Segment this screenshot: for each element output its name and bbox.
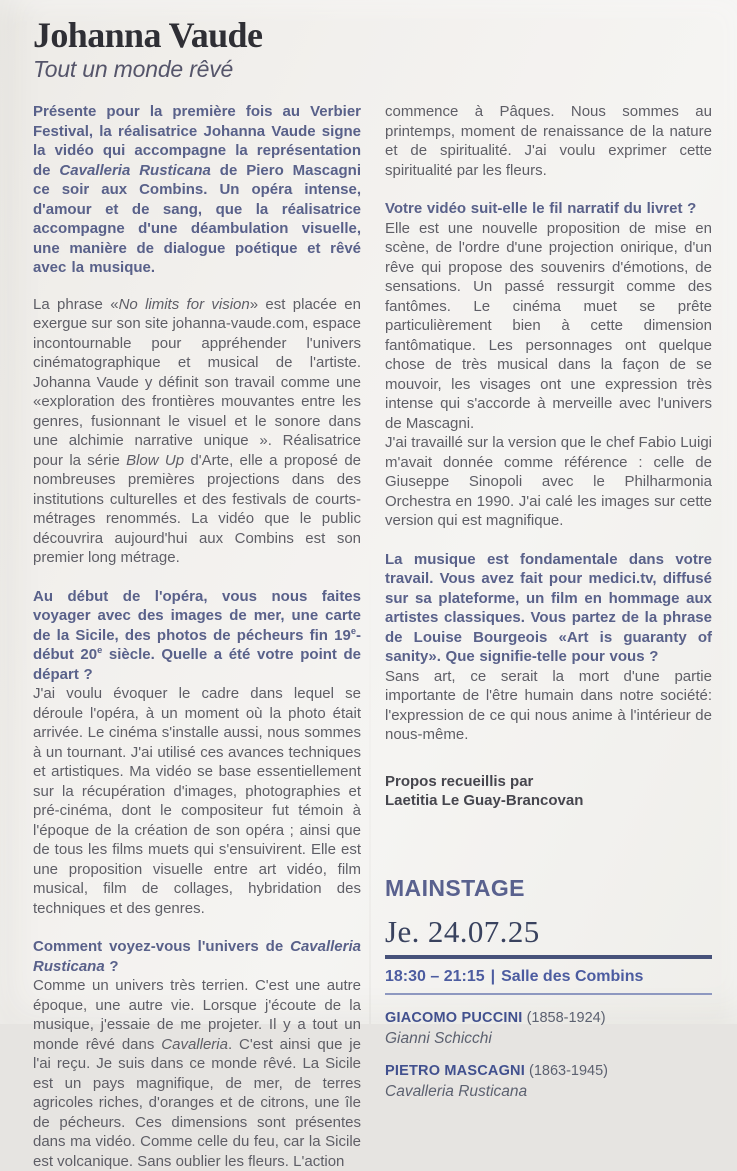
program-item xyxy=(385,1062,712,1101)
right-column xyxy=(385,102,712,1171)
event-venue: Salle des Combins xyxy=(501,967,644,985)
question-paragraph: Votre vidéo suit-elle le fil narratif du livret ? xyxy=(385,200,697,217)
credit-paragraph: Propos recueillis par Laetitia Le Guay-Brancovan xyxy=(385,772,584,809)
lead-paragraph: Présente pour la première fois au Verbier Festival, la réalisatrice Johanna Vaude signe la vidéo qui accompagne la représentation de Cavalleria Rusticana de Piero Mascagni ce soir aux Combins. Un opéra intense, d'amour et de sang, que la réalisatrice accompagne d'une déambulation visuelle, une manière de dialogue poétique et rêvé avec la musique. xyxy=(33,103,361,276)
body-cont-paragraph: J'ai travaillé sur la version que le chef Fabio Luigi m'avait donnée comme référence : celle de Giuseppe Sinopoli avec le Philharmonia Orchestra en 1990. J'ai calé les images sur cette version qui est magnifique. xyxy=(385,434,712,529)
page-subtitle: Tout un monde rêvé xyxy=(33,56,234,82)
body-paragraph: La phrase «No limits for vision» est placée en exergue sur son site johanna-vaude.com, espace incontournable pour appréhender l'univers cinématographique et musical de l'artiste. Johanna Vaude y définit son travail comme une «exploration des frontières mouvantes entre les genres, fusionnant le visuel et le sonore dans une alchimie narrative unique ». Réalisatrice pour la série Blow Up d'Arte, elle a proposé de nombreuses premières projections dans des institutions culturelles et des festivals de courts-métrages renommés. La vidéo que le public découvrira aujourd'hui aux Combins est son premier long métrage. xyxy=(33,295,361,566)
composer-name: PIETRO MASCAGNI xyxy=(385,1062,525,1079)
page-title: Johanna Vaude xyxy=(33,15,263,55)
body-paragraph: Sans art, ce serait la mort d'une partie importante de l'être humain dans notre société: l'expression de ce qui nous anime à l'intérieur de nous-même. xyxy=(385,667,712,743)
event-block xyxy=(385,875,712,1101)
composer-name: GIACOMO PUCCINI xyxy=(385,1009,523,1026)
body-paragraph: J'ai voulu évoquer le cadre dans lequel se déroule l'opéra, à un moment où la photo était arrivée. Le cinéma s'installe aussi, nous sommes à un tournant. J'ai utilisé ces avances techniques et artistiques. Ma vidéo se base essentiellement sur la récupération d'images, photographies et pré-cinéma, dont le compositeur fut témoin à l'époque de la création de son opéra ; ainsi que de tous les films muets qui s'ensuivirent. Elle est une proposition visuelle entre art vidéo, film musical, film de collages, hybridation des techniques et des genres. xyxy=(33,685,361,917)
article-header xyxy=(33,16,712,83)
body-paragraph: commence à Pâques. Nous sommes au printemps, moment de renaissance de la nature et de spiritualité. J'ai voulu exprimer cette spiritualité par les fleurs. xyxy=(385,103,712,179)
body-paragraph: Elle est une nouvelle proposition de mise en scène, de l'ordre d'une projection onirique, d'un rêve qui propose des souvenirs d'émotions, de sensations. Un passé ressurgit comme des fantômes. Le cinéma muet se prête particulièrement bien à cette dimension fantômatique. Les personnages ont quelque chose de très musical dans la façon de se mouvoir, les visages ont une expression très intense qui s'accorde à merveille avec l'univers de Mascagni. xyxy=(385,219,712,432)
event-time-venue xyxy=(385,968,712,995)
question-paragraph: La musique est fondamentale dans votre travail. Vous avez fait pour medici.tv, diffusé sur sa plateforme, un film en hommage aux artistes classiques. Vous partez de la phrase de Louise Bourgeois «Art is guaranty of sanity». Que signifie-telle pour vous ? xyxy=(385,550,712,665)
composer-dates: (1858-1924) xyxy=(526,1009,606,1026)
stage-label: MAINSTAGE xyxy=(385,874,525,901)
program-item xyxy=(385,1009,712,1048)
work-title: Gianni Schicchi xyxy=(385,1029,492,1047)
article-columns xyxy=(33,102,712,1171)
work-title: Cavalleria Rusticana xyxy=(385,1082,528,1100)
question-paragraph: Au début de l'opéra, vous nous faites voyager avec des images de mer, une carte de la Sicile, des photos de pécheurs fin 19e- début 20e siècle. Quelle a été votre point de départ ? xyxy=(33,587,361,683)
event-date: Je. 24.07.25 xyxy=(385,914,712,959)
left-column xyxy=(33,102,361,1171)
question-paragraph: Comment voyez-vous l'univers de Cavalleria Rusticana ? xyxy=(33,938,361,975)
time-venue-separator: | xyxy=(490,967,496,985)
composer-dates: (1863-1945) xyxy=(528,1062,608,1079)
right-column-text xyxy=(385,102,712,811)
composer-line xyxy=(385,1062,712,1080)
body-paragraph: Comme un univers très terrien. C'est une autre époque, une autre vie. Lorsque j'écoute de la musique, j'essaie de me projeter. Il y a tout un monde rêvé dans Cavalleria. C'est ainsi que je l'ai reçu. Je suis dans ce monde rêvé. La Sicile est un pays magnifique, de mer, de terres agricoles riches, d'oranges et de citrons, une île de pécheurs. Ces dimensions sont présentes dans ma vidéo. Comme celle du feu, car la Sicile est volcanique. Sans oublier les fleurs. L'action xyxy=(33,977,361,1170)
event-time: 18:30 – 21:15 xyxy=(385,967,485,985)
